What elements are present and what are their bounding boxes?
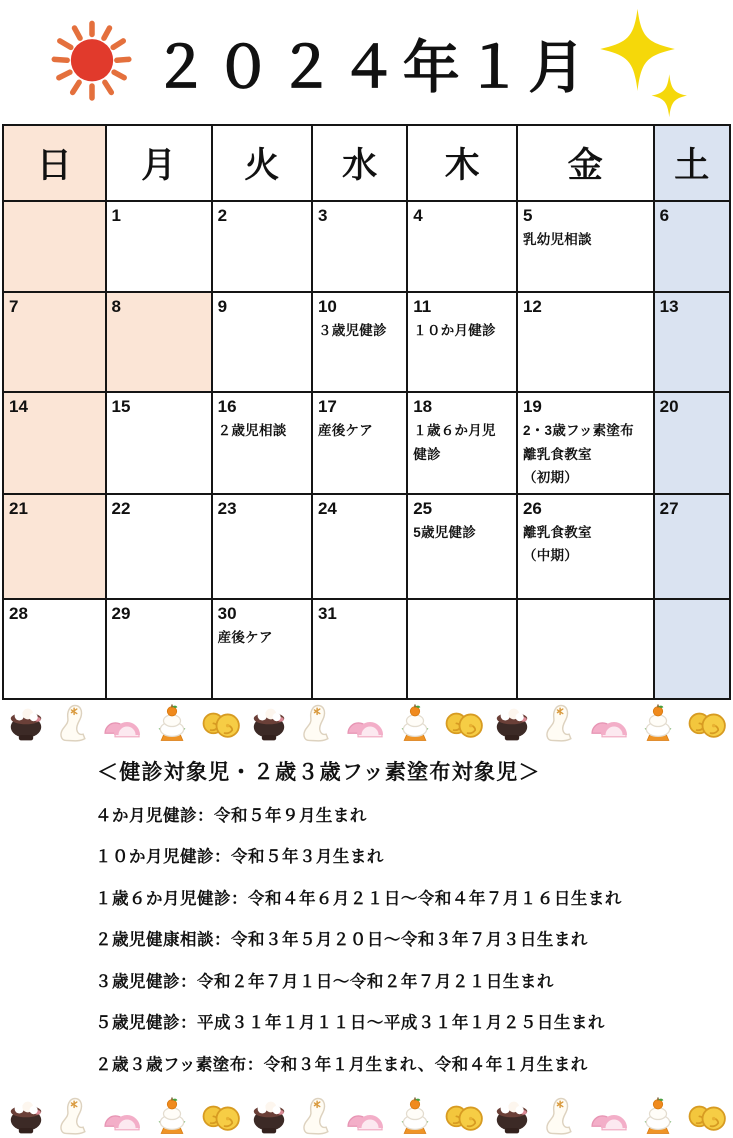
target-children-line: ３歳児健診：令和２年７月１日～令和２年７月２１日生まれ xyxy=(95,972,554,991)
zenzai-bowl-icon xyxy=(3,701,49,744)
calendar-cell-day-12 xyxy=(517,292,654,392)
event-label: ２歳児相談 xyxy=(217,422,287,438)
calendar-cell-day-6 xyxy=(654,201,730,292)
event-label: 2・3歳フッ素塗布 xyxy=(522,422,634,438)
calendar-cell-day-16 xyxy=(212,392,312,494)
day-number: 10 xyxy=(317,297,337,316)
kagami-mochi-icon xyxy=(149,1094,195,1137)
calendar-cell-empty xyxy=(3,201,106,292)
calendar-cell-day-26 xyxy=(517,494,654,599)
weekday-header-1: 月 xyxy=(106,125,212,201)
white-snake-icon xyxy=(538,1094,584,1137)
day-number: 20 xyxy=(659,397,679,416)
calendar-cell-day-24 xyxy=(312,494,407,599)
datemaki-icon xyxy=(684,701,730,744)
day-number: 1 xyxy=(111,206,121,225)
calendar-cell-day-31 xyxy=(312,599,407,699)
calendar-cell-day-8 xyxy=(106,292,212,392)
white-snake-icon xyxy=(538,701,584,744)
kagami-mochi-icon xyxy=(392,701,438,744)
zenzai-bowl-icon xyxy=(489,701,535,744)
day-number: 9 xyxy=(217,297,228,316)
calendar-cell-day-1 xyxy=(106,201,212,292)
day-number: 5 xyxy=(522,206,533,225)
day-number: 29 xyxy=(111,603,131,623)
day-number: 22 xyxy=(111,498,131,518)
day-number: 27 xyxy=(659,498,679,518)
target-children-line: １０か月児健診：令和５年３月生まれ xyxy=(95,848,384,867)
calendar-cell-day-29 xyxy=(106,599,212,699)
page-title: ２０２４年１月 xyxy=(152,36,591,100)
event-label: 産後ケア xyxy=(217,629,273,645)
event-label: 乳幼児相談 xyxy=(522,231,592,247)
new-year-food-border-bottom xyxy=(0,1092,733,1138)
calendar-cell-day-30 xyxy=(212,599,312,699)
white-snake-icon xyxy=(52,1094,98,1137)
calendar-week-row xyxy=(3,599,730,699)
weekday-header-6: 土 xyxy=(654,125,730,201)
calendar-cell-day-9 xyxy=(212,292,312,392)
day-number: 11 xyxy=(413,297,432,316)
calendar-cell-day-22 xyxy=(106,494,212,599)
calendar-cell-day-5 xyxy=(517,201,654,292)
day-number: 2 xyxy=(217,206,228,225)
day-number: 4 xyxy=(413,206,423,225)
event-label: 健診 xyxy=(413,446,441,462)
page-header xyxy=(0,0,733,124)
zenzai-bowl-icon xyxy=(3,1094,49,1137)
calendar-cell-day-25 xyxy=(407,494,517,599)
kagami-mochi-icon xyxy=(149,701,195,744)
kamaboko-icon xyxy=(587,1094,633,1137)
calendar-cell-day-4 xyxy=(407,201,517,292)
weekday-header-0: 日 xyxy=(3,125,106,201)
day-number: 6 xyxy=(659,206,670,225)
calendar-cell-day-14 xyxy=(3,392,106,494)
calendar-week-row xyxy=(3,292,730,392)
kamaboko-icon xyxy=(343,1094,389,1137)
target-children-line: ２歳３歳フッ素塗布：令和３年１月生まれ、令和４年１月生まれ xyxy=(95,1055,588,1074)
target-children-line: ２歳児健康相談：令和３年５月２０日～令和３年７月３日生まれ xyxy=(95,931,588,950)
kagami-mochi-icon xyxy=(392,1094,438,1137)
kamaboko-icon xyxy=(343,701,389,744)
event-label: 離乳食教室 xyxy=(522,446,592,462)
day-number: 25 xyxy=(413,498,433,518)
weekday-header-2: 火 xyxy=(212,125,312,201)
target-children-line: ４か月児健診：令和５年９月生まれ xyxy=(95,806,367,825)
kamaboko-icon xyxy=(587,701,633,744)
datemaki-icon xyxy=(441,701,487,744)
target-children-line: ５歳児健診：平成３１年１月１１日～平成３１年１月２５日生まれ xyxy=(95,1014,605,1033)
day-number: 28 xyxy=(9,603,28,623)
day-number: 3 xyxy=(317,206,328,225)
event-label: １０か月健診 xyxy=(413,322,496,338)
event-label: 産後ケア xyxy=(317,422,374,438)
calendar-cell-day-3 xyxy=(312,201,407,292)
calendar-cell-day-11 xyxy=(407,292,517,392)
target-children-line: １歳６か月児健診：令和４年６月２１日～令和４年７月１６日生まれ xyxy=(95,889,622,908)
day-number: 15 xyxy=(111,397,131,416)
white-snake-icon xyxy=(295,701,341,744)
calendar-cell-empty xyxy=(517,599,654,699)
zenzai-bowl-icon xyxy=(246,1094,292,1137)
weekday-header-5: 金 xyxy=(517,125,654,201)
event-label: ３歳児健診 xyxy=(317,322,387,338)
day-number: 24 xyxy=(317,498,337,518)
weekday-header-row xyxy=(3,125,730,201)
white-snake-icon xyxy=(52,701,98,744)
day-number: 30 xyxy=(217,603,237,623)
day-number: 18 xyxy=(413,397,433,416)
datemaki-icon xyxy=(684,1094,730,1137)
calendar-cell-day-28 xyxy=(3,599,106,699)
day-number: 21 xyxy=(9,498,28,518)
day-number: 26 xyxy=(522,498,542,518)
day-number: 31 xyxy=(317,603,337,623)
day-number: 12 xyxy=(522,297,542,316)
white-snake-icon xyxy=(295,1094,341,1137)
day-number: 13 xyxy=(659,297,679,316)
calendar-cell-day-2 xyxy=(212,201,312,292)
sparkles-icon xyxy=(593,7,697,119)
calendar-week-row xyxy=(3,201,730,292)
weekday-header-4: 木 xyxy=(407,125,517,201)
calendar-cell-day-10 xyxy=(312,292,407,392)
kamaboko-icon xyxy=(100,1094,146,1137)
calendar-cell-day-17 xyxy=(312,392,407,494)
rising-sun-icon xyxy=(46,11,138,115)
calendar-week-row xyxy=(3,392,730,494)
event-label: １歳６か月児 xyxy=(413,422,496,438)
calendar-cell-day-20 xyxy=(654,392,730,494)
calendar-cell-empty xyxy=(407,599,517,699)
day-number: 17 xyxy=(317,397,337,416)
kagami-mochi-icon xyxy=(635,701,681,744)
event-label: （中期） xyxy=(522,548,579,564)
target-children-section xyxy=(0,746,733,1075)
calendar-cell-day-21 xyxy=(3,494,106,599)
day-number: 16 xyxy=(217,397,237,416)
new-year-food-border-top xyxy=(0,700,733,746)
calendar-week-row xyxy=(3,494,730,599)
weekday-header-3: 水 xyxy=(312,125,407,201)
calendar-table xyxy=(2,124,731,700)
day-number: 8 xyxy=(111,297,121,316)
zenzai-bowl-icon xyxy=(246,701,292,744)
calendar-cell-day-19 xyxy=(517,392,654,494)
datemaki-icon xyxy=(198,701,244,744)
event-label: 離乳食教室 xyxy=(522,524,592,540)
kamaboko-icon xyxy=(100,701,146,744)
target-children-heading: ＜健診対象児・２歳３歳フッ素塗布対象児＞ xyxy=(97,760,541,784)
datemaki-icon xyxy=(441,1094,487,1137)
kagami-mochi-icon xyxy=(635,1094,681,1137)
calendar-cell-day-15 xyxy=(106,392,212,494)
calendar-cell-day-27 xyxy=(654,494,730,599)
calendar-cell-empty xyxy=(654,599,730,699)
zenzai-bowl-icon xyxy=(489,1094,535,1137)
calendar-cell-day-13 xyxy=(654,292,730,392)
event-label: （初期） xyxy=(522,470,579,486)
datemaki-icon xyxy=(198,1094,244,1137)
day-number: 7 xyxy=(9,297,19,316)
day-number: 19 xyxy=(522,397,542,416)
calendar-cell-day-7 xyxy=(3,292,106,392)
calendar-cell-day-18 xyxy=(407,392,517,494)
day-number: 23 xyxy=(217,498,237,518)
day-number: 14 xyxy=(9,397,28,416)
event-label: 5歳児健診 xyxy=(413,524,477,540)
calendar-cell-day-23 xyxy=(212,494,312,599)
